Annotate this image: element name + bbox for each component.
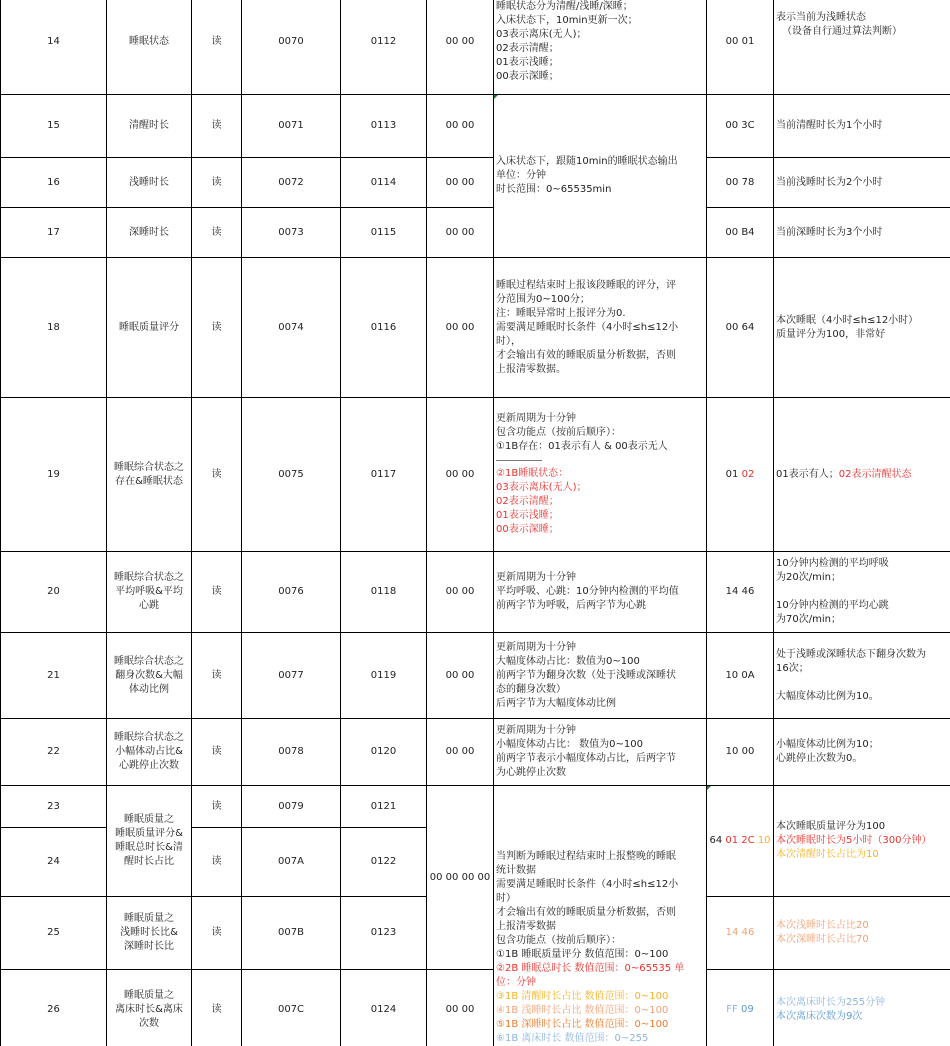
remark-cell: 01表示有人；02表示清醒状态: [774, 398, 950, 552]
remark-cell: 当前清醒时长为1个小时: [774, 95, 950, 158]
access-mode: 读: [192, 95, 242, 158]
table-row: [1, 0, 950, 95]
table-row: [1, 970, 950, 1046]
hex-address: 0071: [242, 95, 341, 158]
remark-cell: 处于浅睡或深睡状态下翻身次数为 16次； 大幅度体动比例为10。: [774, 633, 950, 719]
row-number: 16: [1, 158, 107, 208]
table-row: [1, 398, 950, 552]
dec-address: 0116: [341, 258, 427, 398]
access-mode: 读: [192, 552, 242, 633]
table-row: [1, 258, 950, 398]
register-name: 睡眠质量之 离床时长&离床 次数: [107, 970, 192, 1046]
dec-address: 0124: [341, 970, 427, 1046]
register-name: 睡眠综合状态之 翻身次数&大幅 体动比例: [107, 633, 192, 719]
row-number: 20: [1, 552, 107, 633]
remark-cell: 本次睡眠（4小时≤h≤12小时） 质量评分为100，非常好: [774, 258, 950, 398]
description-cell: 更新周期为十分钟 大幅度体动占比：数值为0~100 前两字节为翻身次数（处于浅睡或深睡状 态的翻身次数） 后两字节为大幅度体动比例: [494, 633, 707, 719]
hex-address: 007C: [242, 970, 341, 1046]
register-name: 睡眠综合状态之 平均呼吸&平均 心跳: [107, 552, 192, 633]
row-number: 23: [1, 786, 107, 828]
table-row: [1, 719, 950, 786]
table-row: [1, 633, 950, 719]
register-name: 睡眠质量之 睡眠质量评分& 睡眠总时长&清 醒时长占比: [107, 786, 192, 897]
register-name: 浅睡时长: [107, 158, 192, 208]
register-name: 睡眠状态: [107, 0, 192, 95]
register-name: 睡眠质量评分: [107, 258, 192, 398]
dec-address: 0123: [341, 897, 427, 970]
example-value: 10 00: [707, 719, 774, 786]
example-value: 10 0A: [707, 633, 774, 719]
description-cell: 入床状态下，跟随10min的睡眠状态输出 单位：分钟 时长范围：0~65535min: [494, 95, 707, 258]
hex-address: 007A: [242, 828, 341, 897]
register-name: 睡眠综合状态之 小幅体动占比& 心跳停止次数: [107, 719, 192, 786]
default-value: 00 00: [427, 970, 494, 1046]
remark-cell: 当前深睡时长为3个小时: [774, 208, 950, 258]
dec-address: 0112: [341, 0, 427, 95]
hex-address: 0075: [242, 398, 341, 552]
dec-address: 0113: [341, 95, 427, 158]
remark-cell: 本次浅睡时长占比20 本次深睡时长占比70: [774, 897, 950, 970]
row-number: 26: [1, 970, 107, 1046]
access-mode: 读: [192, 158, 242, 208]
cell-comment-marker: [707, 786, 711, 790]
default-value: 00 00: [427, 258, 494, 398]
dec-address: 0122: [341, 828, 427, 897]
row-number: 17: [1, 208, 107, 258]
access-mode: 读: [192, 398, 242, 552]
description-cell: 睡眠状态分为清醒/浅睡/深睡； 入床状态下，10min更新一次； 03表示离床(无人)； 02表示清醒； 01表示浅睡； 00表示深睡；: [494, 0, 707, 95]
example-value: 14 46: [707, 897, 774, 970]
default-value: 00 00: [427, 719, 494, 786]
hex-address: 0073: [242, 208, 341, 258]
dec-address: 0120: [341, 719, 427, 786]
access-mode: 读: [192, 786, 242, 828]
example-value: 00 78: [707, 158, 774, 208]
remark-cell: 本次离床时长为255分钟 本次离床次数为9次: [774, 970, 950, 1046]
row-number: 25: [1, 897, 107, 970]
hex-address: 0072: [242, 158, 341, 208]
register-name: 清醒时长: [107, 95, 192, 158]
example-value: 01 02: [707, 398, 774, 552]
description-cell: 睡眠过程结束时上报该段睡眠的评分，评 分范围为0~100分； 注：睡眠异常时上报评分为0. 需要满足睡眠时长条件（4小时≤h≤12小 时）， 才会输出有效的睡眠质量分析数据，否则 上报清零数据。: [494, 258, 707, 398]
default-value: 00 00: [427, 398, 494, 552]
register-name: 睡眠质量之 浅睡时长比& 深睡时长比: [107, 897, 192, 970]
access-mode: 读: [192, 719, 242, 786]
access-mode: 读: [192, 828, 242, 897]
default-value: 00 00: [427, 0, 494, 95]
row-number: 22: [1, 719, 107, 786]
dec-address: 0114: [341, 158, 427, 208]
remark-cell: 小幅度体动比例为10； 心跳停止次数为0。: [774, 719, 950, 786]
row-number: 21: [1, 633, 107, 719]
divider: [496, 460, 542, 461]
hex-address: 007B: [242, 897, 341, 970]
access-mode: 读: [192, 897, 242, 970]
remark-cell: 表示当前为浅睡状态 （设备自行通过算法判断）: [774, 0, 950, 95]
remark-cell: 本次睡眠质量评分为100 本次睡眠时长为5小时（300分钟） 本次清醒时长占比为10: [774, 786, 950, 897]
access-mode: 读: [192, 208, 242, 258]
remark-cell: 当前浅睡时长为2个小时: [774, 158, 950, 208]
dec-address: 0119: [341, 633, 427, 719]
description-cell: 当判断为睡眠过程结束时上报整晚的睡眠 统计数据 需要满足睡眠时长条件（4小时≤h≤12小 时） 才会输出有效的睡眠质量分析数据，否则 上报清零数据 包含功能点（按前后顺序）： ①1B 睡眠质量评分 数值范围：0~100 ②2B 睡眠总时长 数值范围：0~65535 单 位：分钟 ③1B 清醒时长占比 数值范围：0~100 ④1B 浅睡时长占比 数值范围：0~100 ⑤1B 深睡时长占比 数值范围：0~100 ⑥1B 离床时长 数值范围：0~255: [494, 786, 707, 1046]
dec-address: 0117: [341, 398, 427, 552]
hex-address: 0077: [242, 633, 341, 719]
hex-address: 0070: [242, 0, 341, 95]
remark-cell: 10分钟内检测的平均呼吸 为20次/min； 10分钟内检测的平均心跳 为70次/min；: [774, 552, 950, 633]
default-value: 00 00: [427, 633, 494, 719]
row-number: 14: [1, 0, 107, 95]
description-cell: 更新周期为十分钟 包含功能点（按前后顺序）： ①1B存在：01表示有人 & 00表示无人 ②1B睡眠状态： 03表示离床(无人)； 02表示清醒； 01表示浅睡； 00表示深睡；: [494, 398, 707, 552]
access-mode: 读: [192, 0, 242, 95]
example-value: FF 09: [707, 970, 774, 1046]
table-row: [1, 95, 950, 158]
example-value: 00 3C: [707, 95, 774, 158]
table-row: [1, 552, 950, 633]
row-number: 19: [1, 398, 107, 552]
hex-address: 0078: [242, 719, 341, 786]
example-value: 00 64: [707, 258, 774, 398]
description-cell: 更新周期为十分钟 平均呼吸、心跳：10分钟内检测的平均值 前两字节为呼吸，后两字节为心跳: [494, 552, 707, 633]
access-mode: 读: [192, 970, 242, 1046]
default-value: 00 00: [427, 158, 494, 208]
hex-address: 0076: [242, 552, 341, 633]
example-value: 00 B4: [707, 208, 774, 258]
row-number: 18: [1, 258, 107, 398]
row-number: 15: [1, 95, 107, 158]
register-name: 深睡时长: [107, 208, 192, 258]
hex-address: 0074: [242, 258, 341, 398]
dec-address: 0118: [341, 552, 427, 633]
dec-address: 0121: [341, 786, 427, 828]
row-number: 24: [1, 828, 107, 897]
example-value: 14 46: [707, 552, 774, 633]
description-cell: 更新周期为十分钟 小幅度体动占比： 数值为0~100 前两字节表示小幅度体动占比，后两字节 为心跳停止次数: [494, 719, 707, 786]
default-value: 00 00: [427, 95, 494, 158]
access-mode: 读: [192, 258, 242, 398]
table-row: [1, 208, 950, 258]
dec-address: 0115: [341, 208, 427, 258]
access-mode: 读: [192, 633, 242, 719]
example-value: 64 01 2C 10: [707, 786, 774, 897]
table-row: [1, 786, 950, 828]
register-name: 睡眠综合状态之 存在&睡眠状态: [107, 398, 192, 552]
default-value: 00 00 00 00: [427, 786, 494, 970]
cell-comment-marker: [494, 95, 498, 99]
example-value: 00 01: [707, 0, 774, 95]
hex-address: 0079: [242, 786, 341, 828]
default-value: 00 00: [427, 208, 494, 258]
default-value: 00 00: [427, 552, 494, 633]
table-row: [1, 158, 950, 208]
